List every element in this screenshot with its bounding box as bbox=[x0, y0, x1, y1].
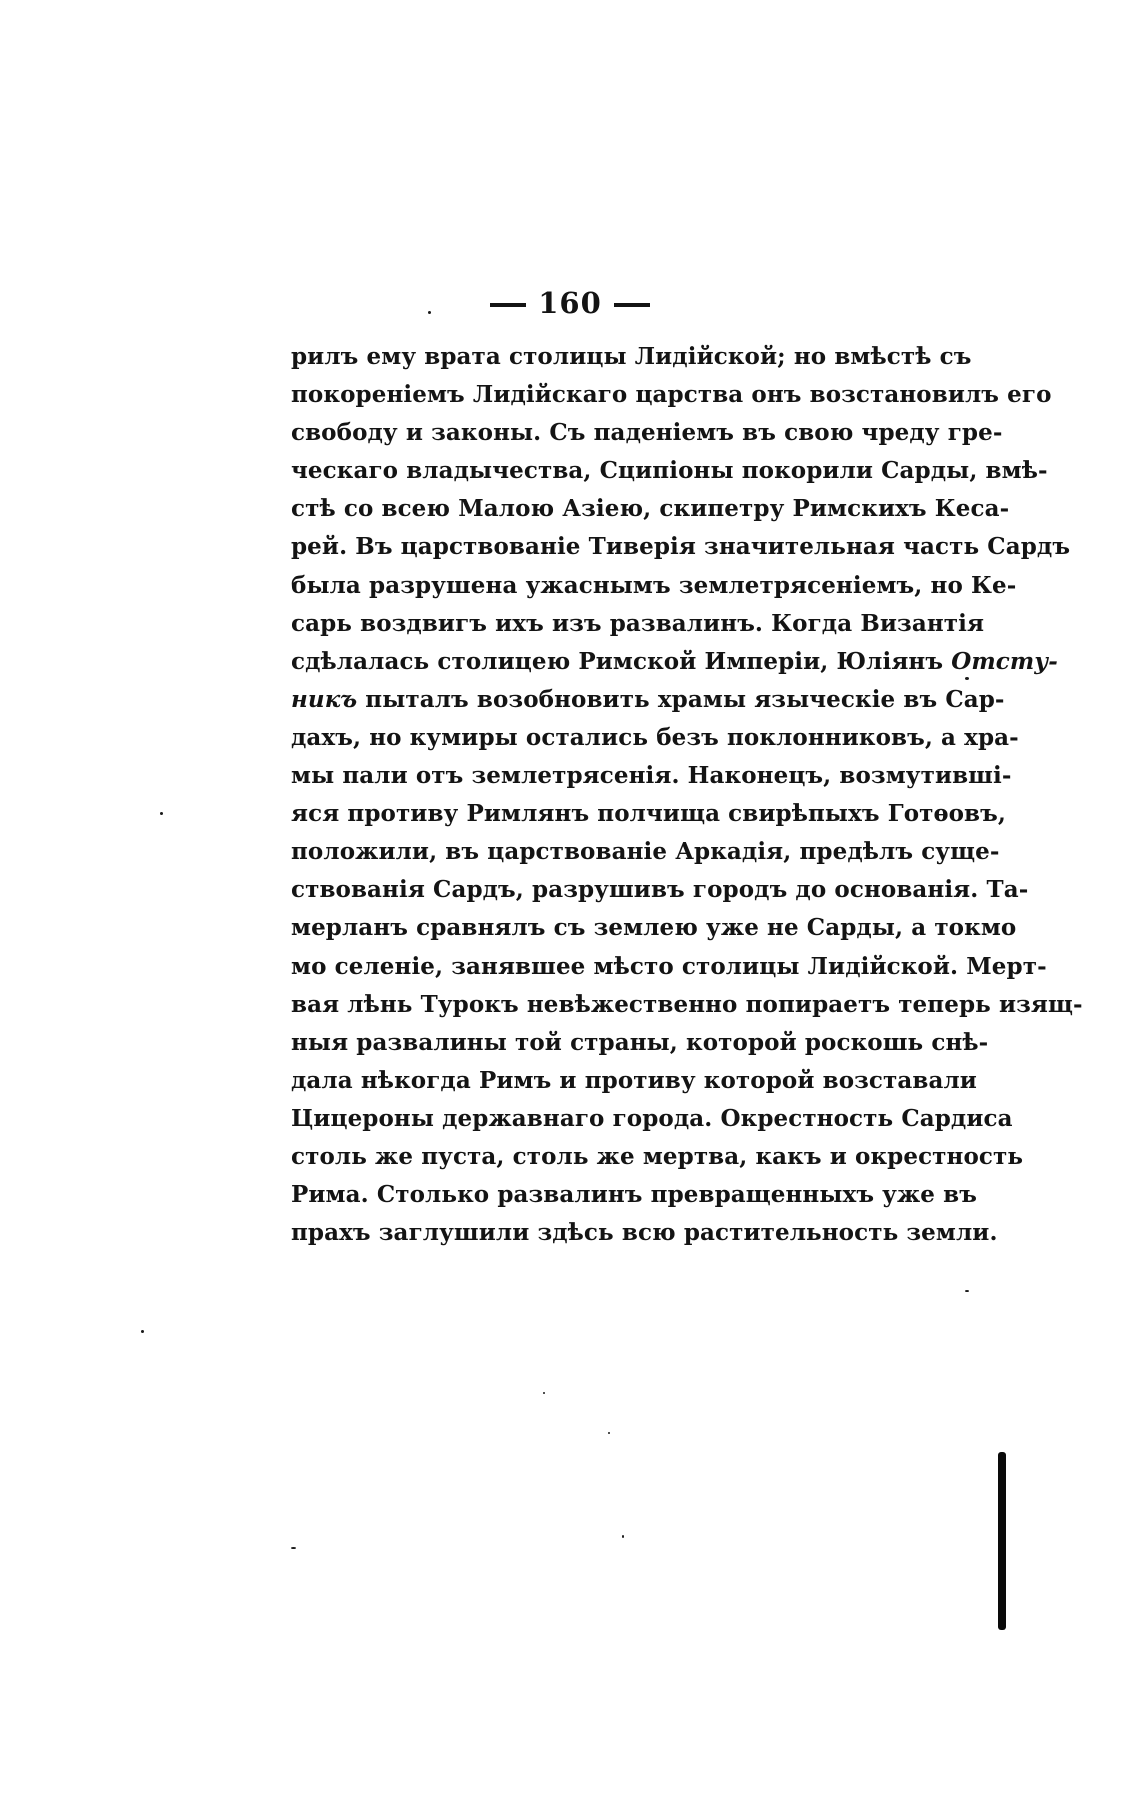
text-line bbox=[291, 643, 1058, 681]
text-line: рилъ ему врата столицы Лидійской; но вмѣстѣ съ bbox=[291, 343, 972, 370]
text-line: покореніемъ Лидійскаго царства онъ возстановилъ его bbox=[291, 381, 1052, 409]
text-line: сарь воздвигъ ихъ изъ развалинъ. Когда Византія bbox=[291, 609, 985, 637]
scan-speck bbox=[141, 1330, 144, 1333]
body-text bbox=[291, 338, 1083, 1252]
scan-edge-mark bbox=[998, 1452, 1006, 1630]
header-dash-right bbox=[614, 303, 650, 307]
page-header bbox=[0, 286, 1140, 320]
text-line: яся противу Римлянъ полчища свирѣпыхъ Готѳовъ, bbox=[291, 800, 1006, 828]
text-line bbox=[291, 681, 1005, 719]
text-line: мерланъ сравнялъ съ землею уже не Сарды, а токмо bbox=[291, 914, 1017, 942]
scan-speck bbox=[291, 1547, 296, 1549]
text-line: мы пали отъ землетрясенія. Наконецъ, возмутивші- bbox=[291, 762, 1012, 790]
text-line: стѣ со всею Малою Азіею, скипетру Римскихъ Кеса- bbox=[291, 495, 1010, 523]
text-segment: пыталъ возобновить храмы языческіе въ Сар- bbox=[357, 685, 1005, 713]
text-line: была разрушена ужаснымъ землетрясеніемъ, но Ке- bbox=[291, 571, 1017, 599]
scan-speck bbox=[608, 1432, 610, 1434]
text-line: дала нѣкогда Римъ и противу которой возставали bbox=[291, 1066, 977, 1094]
header-dash-left bbox=[490, 303, 526, 307]
scan-speck bbox=[622, 1535, 624, 1538]
text-line: положили, въ царствованіе Аркадія, предѣлъ суще- bbox=[291, 838, 1000, 866]
text-line: ческаго владычества, Сципіоны покорили Сарды, вмѣ- bbox=[291, 457, 1048, 485]
text-line: свободу и законы. Съ паденіемъ въ свою чреду гре- bbox=[291, 419, 1003, 447]
scan-speck bbox=[965, 1290, 969, 1292]
text-line: столь же пуста, столь же мертва, какъ и окрестность bbox=[291, 1142, 1024, 1170]
scan-speck bbox=[965, 677, 969, 680]
italic-word: Отсту- bbox=[951, 647, 1058, 675]
text-line: Рима. Столько развалинъ превращенныхъ уже въ bbox=[291, 1181, 977, 1209]
scan-speck bbox=[543, 1392, 545, 1394]
scan-speck bbox=[428, 311, 431, 314]
text-segment: сдѣлалась столицею Римской Имперіи, Юліянъ bbox=[291, 647, 952, 675]
text-line: рей. Въ царствованіе Тиверія значительная часть Сардъ bbox=[291, 533, 1071, 561]
text-line: вая лѣнь Турокъ невѣжественно попираетъ теперь изящ- bbox=[291, 990, 1083, 1018]
scan-speck bbox=[160, 812, 163, 815]
italic-word: никъ bbox=[291, 685, 358, 713]
page-number: 160 bbox=[538, 286, 602, 320]
text-line: дахъ, но кумиры остались безъ поклонниковъ, а хра- bbox=[291, 723, 1019, 751]
text-line: Цицероны державнаго города. Окрестность Сардиса bbox=[291, 1104, 1013, 1132]
text-line: мо селеніе, занявшее мѣсто столицы Лидійской. Мерт- bbox=[291, 952, 1047, 980]
text-line: ныя развалины той страны, которой роскошь снѣ- bbox=[291, 1028, 989, 1056]
text-line: ствованія Сардъ, разрушивъ городъ до основанія. Та- bbox=[291, 876, 1029, 904]
text-line: прахъ заглушили здѣсь всю растительность земли. bbox=[291, 1219, 998, 1247]
